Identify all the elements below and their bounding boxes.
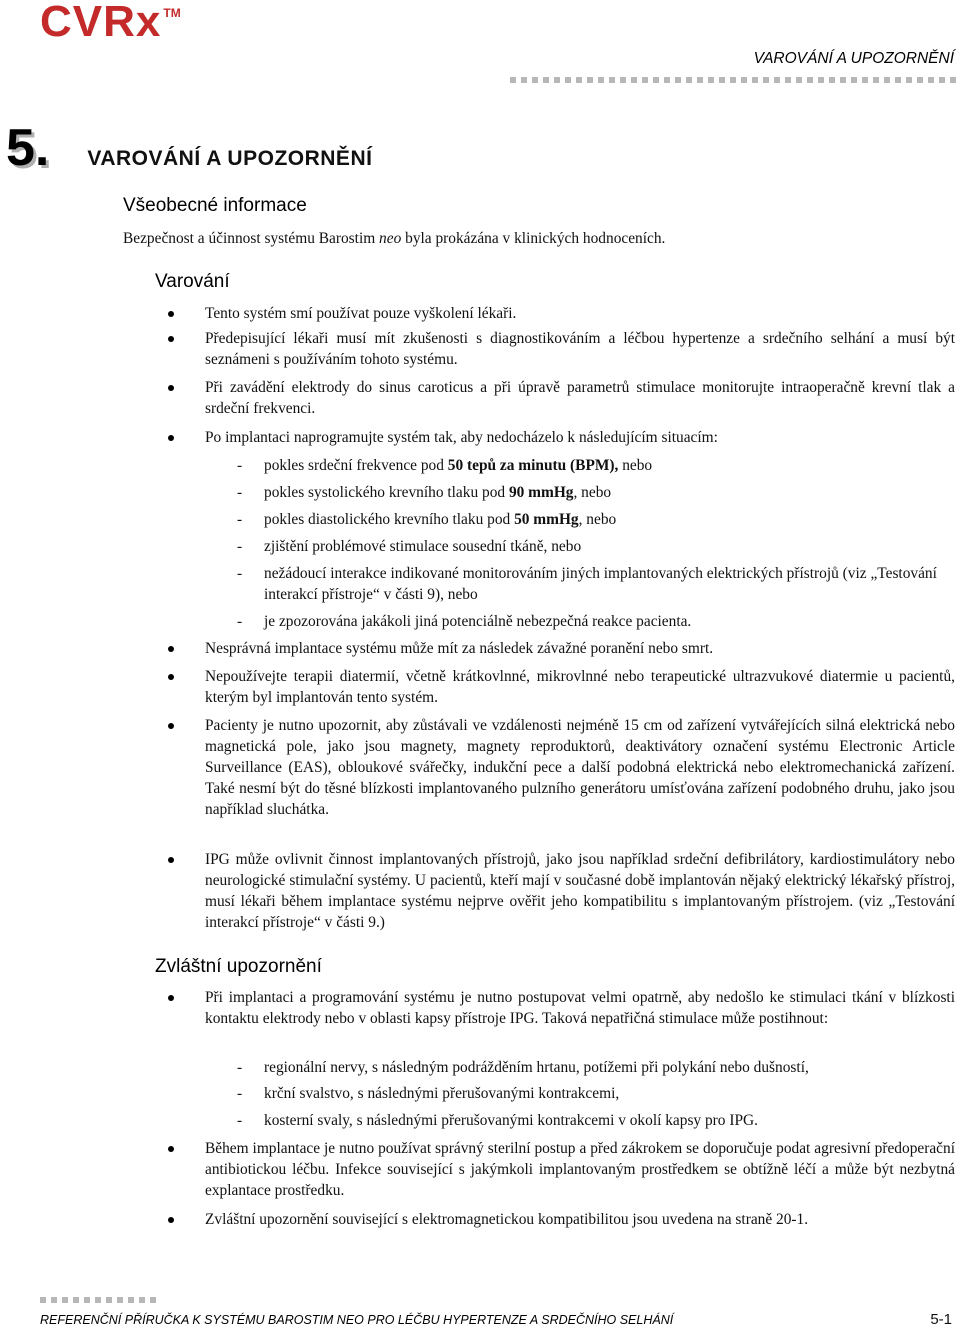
warning-subitem-2 [264, 482, 954, 503]
warning-item-5: Nesprávná implantace systému může mít za následek závažné poranění nebo smrt. [205, 638, 955, 659]
general-text-italic: neo [379, 230, 402, 247]
general-paragraph [123, 228, 665, 249]
precaution-subitem-3: - kosterní svaly, s následnými přerušovanými kontrakcemi v okolí kapsy pro IPG. [264, 1110, 954, 1131]
subitem-3-text: pokles diastolického krevního tlaku pod [264, 511, 515, 528]
section-heading-general: Všeobecné informace [123, 195, 307, 216]
chapter-number: 5. [6, 119, 50, 177]
precaution-item-3: Zvláštní upozornění související s elektromagnetickou kompatibilitou jsou uvedena na straně 20-1. [205, 1209, 955, 1230]
warning-item-1: Tento systém smí používat pouze vyškolení lékaři. [205, 303, 955, 324]
precaution-item-1: Při implantaci a programování systému je nutno postupovat velmi opatrně, aby nedošlo ke stimulaci tkání v blízkosti kontaktu elektrody nebo v oblasti kapsy přístroje IPG. Taková nepatřičná stimulace může postihnout: [205, 989, 955, 1027]
warning-item-6: Nepoužívejte terapii diatermií, včetně krátkovlnné, mikrovlnné nebo terapeutické ultrazvukové diatermie u pacientů, kterým byl implantován tento systém. [205, 668, 955, 706]
logo-text: CVRx [40, 0, 162, 46]
subitem-3-tail: , nebo [578, 511, 617, 528]
warning-item-8: IPG může ovlivnit činnost implantovaných přístrojů, jako jsou například srdeční defibrilátory, kardiostimulátory nebo neurologické stimulační systémy. U pacientů, kteří mají v současné době implantován nějaký elektrický lékařský přístroj, musí lékaři během implantace systému nejprve ověřit jeho kompatibilitu s implantovaným přístrojem. (viz „Testování interakcí přístroje“ v části 9.) [205, 851, 955, 931]
page-number: 5-1 [930, 1311, 952, 1328]
chapter-title: VAROVÁNÍ A UPOZORNĚNÍ [87, 147, 373, 170]
footer-dot-divider [40, 1297, 158, 1303]
warning-subitem-4: - zjištění problémové stimulace sousední tkáně, nebo [264, 536, 954, 557]
warning-subitem-1 [264, 455, 954, 476]
subitem-2-bold: 90 mmHg [508, 484, 574, 501]
subitem-1-bold: 50 tepů za minutu (BPM), [447, 457, 619, 474]
subitem-1-text: pokles srdeční frekvence pod [264, 457, 448, 474]
precaution-subitem-2: - krční svalstvo, s následnými přerušovanými kontrakcemi, [264, 1083, 954, 1104]
general-text-after: byla prokázána v klinických hodnoceních. [401, 230, 666, 247]
warning-subitem-3 [264, 509, 954, 530]
subitem-3-bold: 50 mmHg [514, 511, 579, 528]
logo-trademark: TM [163, 6, 181, 20]
warning-subitem-6: - je zpozorována jakákoli jiná potenciálně nebezpečná reakce pacienta. [264, 611, 954, 632]
subitem-1-tail: nebo [618, 457, 653, 474]
precaution-subitem-1: - regionální nervy, s následným podrážděním hrtanu, potížemi při polykání nebo dušností, [264, 1057, 954, 1078]
section-heading-warnings: Varování [155, 271, 230, 292]
running-header: VAROVÁNÍ A UPOZORNĚNÍ [753, 50, 954, 67]
chapter-heading [6, 118, 372, 178]
warning-item-4: Po implantaci naprogramujte systém tak, aby nedocházelo k následujícím situacím: [205, 427, 955, 448]
general-text-before: Bezpečnost a účinnost systému Barostim [123, 230, 380, 247]
header-dot-divider [510, 77, 956, 83]
section-heading-precautions: Zvláštní upozornění [155, 956, 322, 977]
warning-item-7: Pacienty je nutno upozornit, aby zůstávali ve vzdálenosti nejméně 15 cm od zařízení vytvářejících silná elektrická nebo magnetická pole, jako jsou magnety, magnety reproduktorů, deaktivátory označení systému Electronic Article Surveillance (EAS), obloukové svářečky, indukční pece a další podobná elektrická nebo elektromechanická zařízení. Také nesmí být do těsné blízkosti implantovaného pulzního generátoru umísťována zařízení podobného druhu, jako jsou například sluchátka. [205, 717, 955, 818]
warning-subitem-5: - nežádoucí interakce indikované monitorováním jiných implantovaných elektrických přístrojů (viz „Testování interakcí přístroje“ v části 9), nebo [264, 563, 954, 605]
precaution-item-2: Během implantace je nutno používat správný sterilní postup a před zákrokem se doporučuje podat agresivní předoperační antibiotickou léčbu. Infekce související s jakýmkoli implantovaným prostředkem se obtížně léčí a může být nezbytná explantace prostředku. [205, 1140, 955, 1199]
warning-item-2: Předepisující lékaři musí mít zkušenosti s diagnostikováním a léčbou hypertenze a srdečního selhání a musí být seznámeni s používáním tohoto systému. [205, 330, 955, 368]
subitem-2-text: pokles systolického krevního tlaku pod [264, 484, 509, 501]
footer-text: REFERENČNÍ PŘÍRUČKA K SYSTÉMU BAROSTIM NEO PRO LÉČBU HYPERTENZE A SRDEČNÍHO SELHÁNÍ [40, 1313, 674, 1327]
subitem-2-tail: , nebo [573, 484, 612, 501]
cvrx-logo [40, 0, 181, 46]
warning-item-3: Při zavádění elektrody do sinus caroticus a při úpravě parametrů stimulace monitorujte intraoperačně krevní tlak a srdeční frekvenci. [205, 379, 955, 417]
